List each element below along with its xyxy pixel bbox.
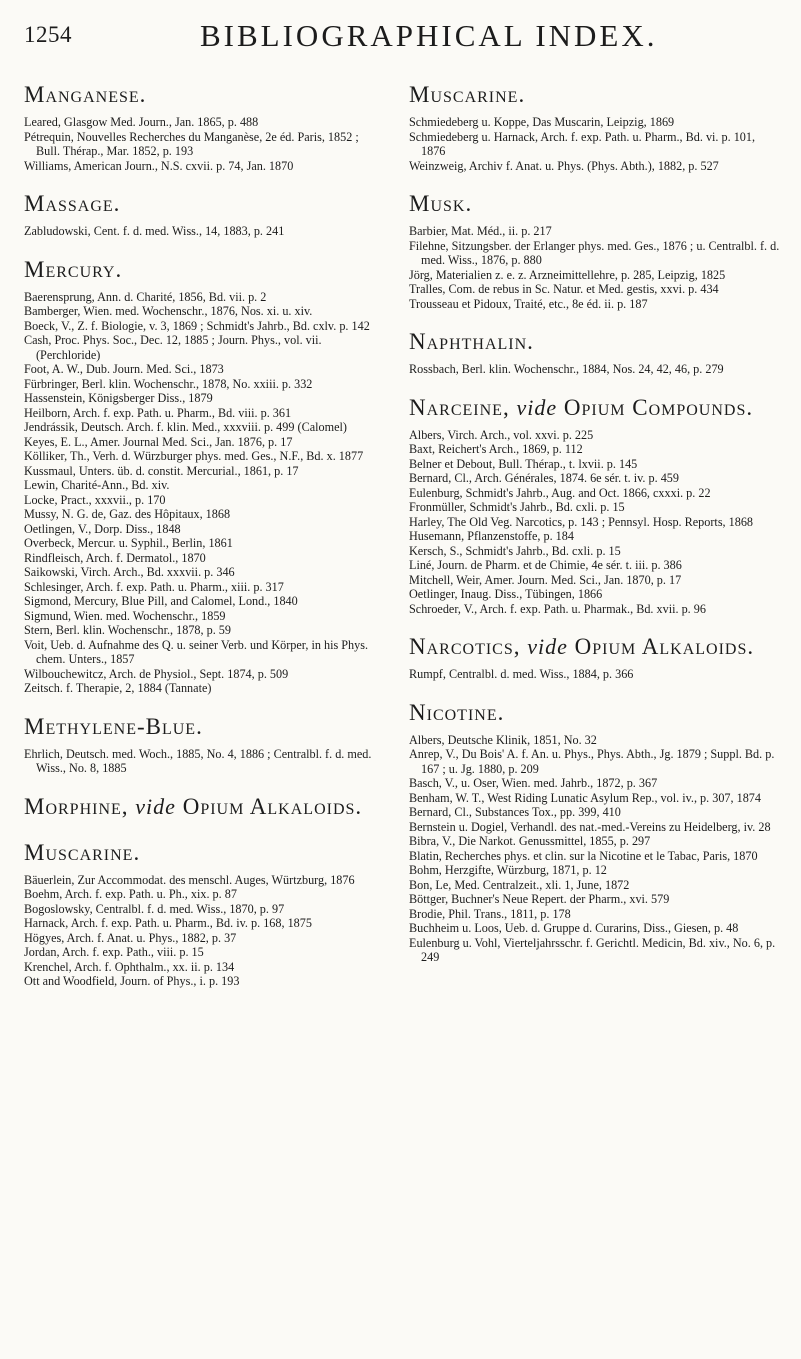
heading-text: Narcotics,	[409, 634, 521, 659]
vide-reference: vide	[516, 394, 558, 420]
section-heading	[24, 712, 384, 742]
section-heading	[409, 393, 781, 423]
citation-entry: Blatin, Recherches phys. et clin. sur la Nicotine et le Tabac, Paris, 1870	[409, 848, 758, 863]
heading-text: Naphthalin.	[409, 329, 534, 354]
section-heading	[409, 80, 781, 110]
citation-entry: Zeitsch. f. Therapie, 2, 1884 (Tannate)	[24, 681, 212, 695]
citation-entry: Keyes, E. L., Amer. Journal Med. Sci., Jan. 1876, p. 17	[24, 434, 293, 449]
index-section	[24, 712, 384, 776]
right-column	[409, 80, 781, 981]
citation-entry: Schroeder, V., Arch. f. exp. Path. u. Pharmak., Bd. xvii. p. 96	[409, 601, 706, 616]
citation-entry: Mitchell, Weir, Amer. Journ. Med. Sci., Jan. 1870, p. 17	[409, 572, 682, 587]
index-section	[409, 632, 781, 682]
index-section	[409, 393, 781, 617]
citation-entry: Baxt, Reichert's Arch., 1869, p. 112	[409, 442, 583, 456]
citation-entry: Bernstein u. Dogiel, Verhandl. des nat.-med.-Vereins zu Heidelberg, iv. 28	[409, 819, 771, 834]
index-section	[409, 698, 781, 965]
citation-entry: Voit, Ueb. d. Aufnahme des Q. u. seiner Verb. und Körper, in his Phys. chem. Unters., 1857	[24, 637, 368, 666]
citation-entry: Schmiedeberg u. Koppe, Das Muscarin, Leipzig, 1869	[409, 115, 675, 129]
citation-entry: Böttger, Buchner's Neue Repert. der Pharm., xvi. 579	[409, 892, 670, 906]
citation-entry: Harley, The Old Veg. Narcotics, p. 143 ; Pennsyl. Hosp. Reports, 1868	[409, 514, 754, 529]
citation-entry: Krenchel, Arch. f. Ophthalm., xx. ii. p. 134	[24, 959, 235, 974]
citation-entry: Foot, A. W., Dub. Journ. Med. Sci., 1873	[24, 362, 224, 376]
citation-entry: Eulenburg, Schmidt's Jahrb., Aug. and Oct. 1866, cxxxi. p. 22	[409, 485, 711, 500]
citation-entry: Ott and Woodfield, Journ. of Phys., i. p. 193	[24, 974, 240, 988]
citation-entry: Jörg, Materialien z. e. z. Arzneimittellehre, p. 285, Leipzig, 1825	[409, 267, 726, 282]
section-heading	[24, 792, 384, 822]
heading-text: Manganese.	[24, 82, 147, 107]
running-head	[0, 8, 801, 53]
citation-entry: Williams, American Journ., N.S. cxvii. p. 74, Jan. 1870	[24, 158, 294, 173]
citation-entry: Hassenstein, Königsberger Diss., 1879	[24, 391, 213, 405]
citation-entry: Benham, W. T., West Riding Lunatic Asylum Rep., vol. iv., p. 307, 1874	[409, 790, 761, 805]
citation-entry: Rindfleisch, Arch. f. Dermatol., 1870	[24, 550, 206, 565]
citation-entry: Eulenburg u. Vohl, Vierteljahrsschr. f. Gerichtl. Medicin, Bd. xiv., No. 6, p. 249	[409, 935, 776, 964]
section-heading	[409, 327, 781, 357]
index-section	[409, 327, 781, 377]
citation-entry: Rossbach, Berl. klin. Wochenschr., 1884, Nos. 24, 42, 46, p. 279	[409, 362, 724, 376]
citation-entry: Overbeck, Mercur. u. Syphil., Berlin, 1861	[24, 536, 233, 550]
citation-entry: Basch, V., u. Oser, Wien. med. Jahrb., 1872, p. 367	[409, 776, 658, 790]
index-section	[24, 80, 384, 173]
heading-text: Narceine,	[409, 394, 510, 420]
citation-entry: Stern, Berl. klin. Wochenschr., 1878, p. 59	[24, 623, 231, 637]
section-heading	[24, 189, 384, 219]
heading-text: Muscarine.	[24, 839, 141, 865]
citation-entry: Boehm, Arch. f. exp. Path. u. Ph., xix. p. 87	[24, 887, 237, 901]
citation-entry: Albers, Deutsche Klinik, 1851, No. 32	[409, 732, 597, 747]
citation-entry: Boeck, V., Z. f. Biologie, v. 3, 1869 ; Schmidt's Jahrb., Bd. cxlv. p. 142	[24, 318, 370, 333]
index-section	[409, 80, 781, 173]
citation-entry: Högyes, Arch. f. Anat. u. Phys., 1882, p. 37	[24, 930, 237, 945]
citation-entry: Bibra, V., Die Narkot. Genussmittel, 1855, p. 297	[409, 834, 651, 848]
citation-entry: Leared, Glasgow Med. Journ., Jan. 1865, p. 488	[24, 115, 259, 129]
heading-text: Methylene-Blue.	[24, 713, 203, 739]
citation-entry: Belner et Debout, Bull. Thérap., t. lxvii. p. 145	[409, 456, 638, 471]
citation-entry: Kersch, S., Schmidt's Jahrb., Bd. cxli. p. 15	[409, 543, 621, 558]
citation-entry: Weinzweig, Archiv f. Anat. u. Phys. (Phys. Abth.), 1882, p. 527	[409, 158, 719, 173]
citation-entry: Filehne, Sitzungsber. der Erlanger phys. med. Ges., 1876 ; u. Centralbl. f. d. med. Wiss., 1876, p. 880	[409, 238, 780, 267]
citation-entry: Bamberger, Wien. med. Wochenschr., 1876, Nos. xi. u. xiv.	[24, 304, 313, 318]
citation-entry: Harnack, Arch. f. exp. Path. u. Pharm., Bd. iv. p. 168, 1875	[24, 916, 312, 930]
citation-entry: Schmiedeberg u. Harnack, Arch. f. exp. Path. u. Pharm., Bd. vi. p. 101, 1876	[409, 129, 756, 158]
citation-entry: Bogoslowsky, Centralbl. f. d. med. Wiss., 1870, p. 97	[24, 901, 285, 916]
citation-entry: Bohm, Herzgifte, Würzburg, 1871, p. 12	[409, 863, 607, 877]
heading-reference-text: Opium Alkaloids.	[574, 634, 755, 659]
citation-entry: Bon, Le, Med. Centralzeit., xli. 1, June, 1872	[409, 877, 630, 892]
citation-entry: Sigmund, Wien. med. Wochenschr., 1859	[24, 608, 226, 623]
heading-reference-text: Opium Alkaloids.	[182, 793, 363, 819]
index-section	[409, 189, 781, 311]
citation-entry: Sigmond, Mercury, Blue Pill, and Calomel, Lond., 1840	[24, 594, 298, 608]
section-heading	[409, 698, 781, 728]
heading-text: Mercury.	[24, 256, 123, 282]
index-section	[24, 189, 384, 239]
index-section	[24, 792, 384, 822]
citation-entry: Oetlingen, V., Dorp. Diss., 1848	[24, 521, 181, 536]
heading-text: Nicotine.	[409, 699, 505, 725]
citation-entry: Rumpf, Centralbl. d. med. Wiss., 1884, p. 366	[409, 667, 634, 681]
vide-reference: vide	[527, 634, 568, 659]
citation-entry: Ehrlich, Deutsch. med. Woch., 1885, No. 4, 1886 ; Centralbl. f. d. med. Wiss., No. 8, 1885	[24, 746, 372, 775]
citation-entry: Oetlinger, Inaug. Diss., Tübingen, 1866	[409, 587, 603, 601]
heading-text: Morphine,	[24, 793, 129, 819]
citation-entry: Anrep, V., Du Bois' A. f. An. u. Phys., Phys. Abth., Jg. 1879 ; Suppl. Bd. p. 167 ; u. Jg. 1880, p. 209	[409, 747, 775, 776]
left-column	[24, 80, 384, 1005]
index-section	[24, 255, 384, 696]
vide-reference: vide	[135, 793, 176, 819]
citation-entry: Barbier, Mat. Méd., ii. p. 217	[409, 224, 552, 238]
citation-entry: Lewin, Charité-Ann., Bd. xiv.	[24, 478, 170, 492]
heading-reference-text: Opium Compounds.	[563, 394, 754, 420]
heading-text: Musk.	[409, 191, 473, 216]
citation-entry: Wilbouchewitcz, Arch. de Physiol., Sept. 1874, p. 509	[24, 666, 289, 681]
citation-entry: Tralles, Com. de rebus in Sc. Natur. et Med. gestis, xxvi. p. 434	[409, 282, 719, 296]
citation-entry: Fürbringer, Berl. klin. Wochenschr., 1878, No. xxiii. p. 332	[24, 376, 313, 391]
citation-entry: Albers, Virch. Arch., vol. xxvi. p. 225	[409, 427, 594, 442]
citation-entry: Jordan, Arch. f. exp. Path., viii. p. 15	[24, 945, 204, 959]
citation-entry: Mussy, N. G. de, Gaz. des Hôpitaux, 1868	[24, 507, 231, 521]
citation-entry: Baerensprung, Ann. d. Charité, 1856, Bd. vii. p. 2	[24, 289, 267, 304]
page-number: 1254	[24, 22, 72, 47]
citation-entry: Liné, Journ. de Pharm. et de Chimie, 4e sér. t. iii. p. 386	[409, 558, 682, 572]
citation-entry: Fronmüller, Schmidt's Jahrb., Bd. cxli. p. 15	[409, 500, 625, 514]
citation-entry: Trousseau et Pidoux, Traité, etc., 8e éd. ii. p. 187	[409, 296, 648, 311]
citation-entry: Bernard, Cl., Arch. Générales, 1874. 6e sér. t. iv. p. 459	[409, 471, 679, 485]
citation-entry: Pétrequin, Nouvelles Recherches du Manganèse, 2e éd. Paris, 1852 ; Bull. Thérap., Mar. 1852, p. 193	[24, 129, 359, 158]
citation-entry: Husemann, Pflanzenstoffe, p. 184	[409, 529, 574, 543]
citation-entry: Locke, Pract., xxxvii., p. 170	[24, 492, 166, 507]
citation-entry: Bernard, Cl., Substances Tox., pp. 399, 410	[409, 805, 621, 819]
section-heading	[24, 80, 384, 110]
citation-entry: Saikowski, Virch. Arch., Bd. xxxvii. p. 346	[24, 565, 235, 579]
citation-entry: Kussmaul, Unters. üb. d. constit. Mercurial., 1861, p. 17	[24, 463, 299, 478]
section-heading	[24, 255, 384, 285]
section-heading	[409, 189, 781, 219]
index-section	[24, 838, 384, 989]
section-heading	[409, 632, 781, 662]
citation-entry: Heilborn, Arch. f. exp. Path. u. Pharm., Bd. viii. p. 361	[24, 405, 292, 420]
citation-entry: Bäuerlein, Zur Accommodat. des menschl. Auges, Würtzburg, 1876	[24, 872, 355, 887]
citation-entry: Buchheim u. Loos, Ueb. d. Gruppe d. Curarins, Diss., Giesen, p. 48	[409, 921, 739, 935]
citation-entry: Kölliker, Th., Verh. d. Würzburger phys. med. Ges., N.F., Bd. x. 1877	[24, 449, 364, 463]
citation-entry: Cash, Proc. Phys. Soc., Dec. 12, 1885 ; Journ. Phys., vol. vii. (Perchloride)	[24, 333, 322, 362]
citation-entry: Zabludowski, Cent. f. d. med. Wiss., 14, 1883, p. 241	[24, 224, 285, 238]
citation-entry: Jendrássik, Deutsch. Arch. f. klin. Med., xxxviii. p. 499 (Calomel)	[24, 420, 347, 434]
heading-text: Massage.	[24, 191, 121, 216]
citation-entry: Brodie, Phil. Trans., 1811, p. 178	[409, 906, 571, 921]
section-heading	[24, 838, 384, 868]
running-title: BIBLIOGRAPHICAL INDEX.	[200, 18, 658, 53]
heading-text: Muscarine.	[409, 82, 526, 107]
citation-entry: Schlesinger, Arch. f. exp. Path. u. Pharm., xiii. p. 317	[24, 579, 284, 594]
